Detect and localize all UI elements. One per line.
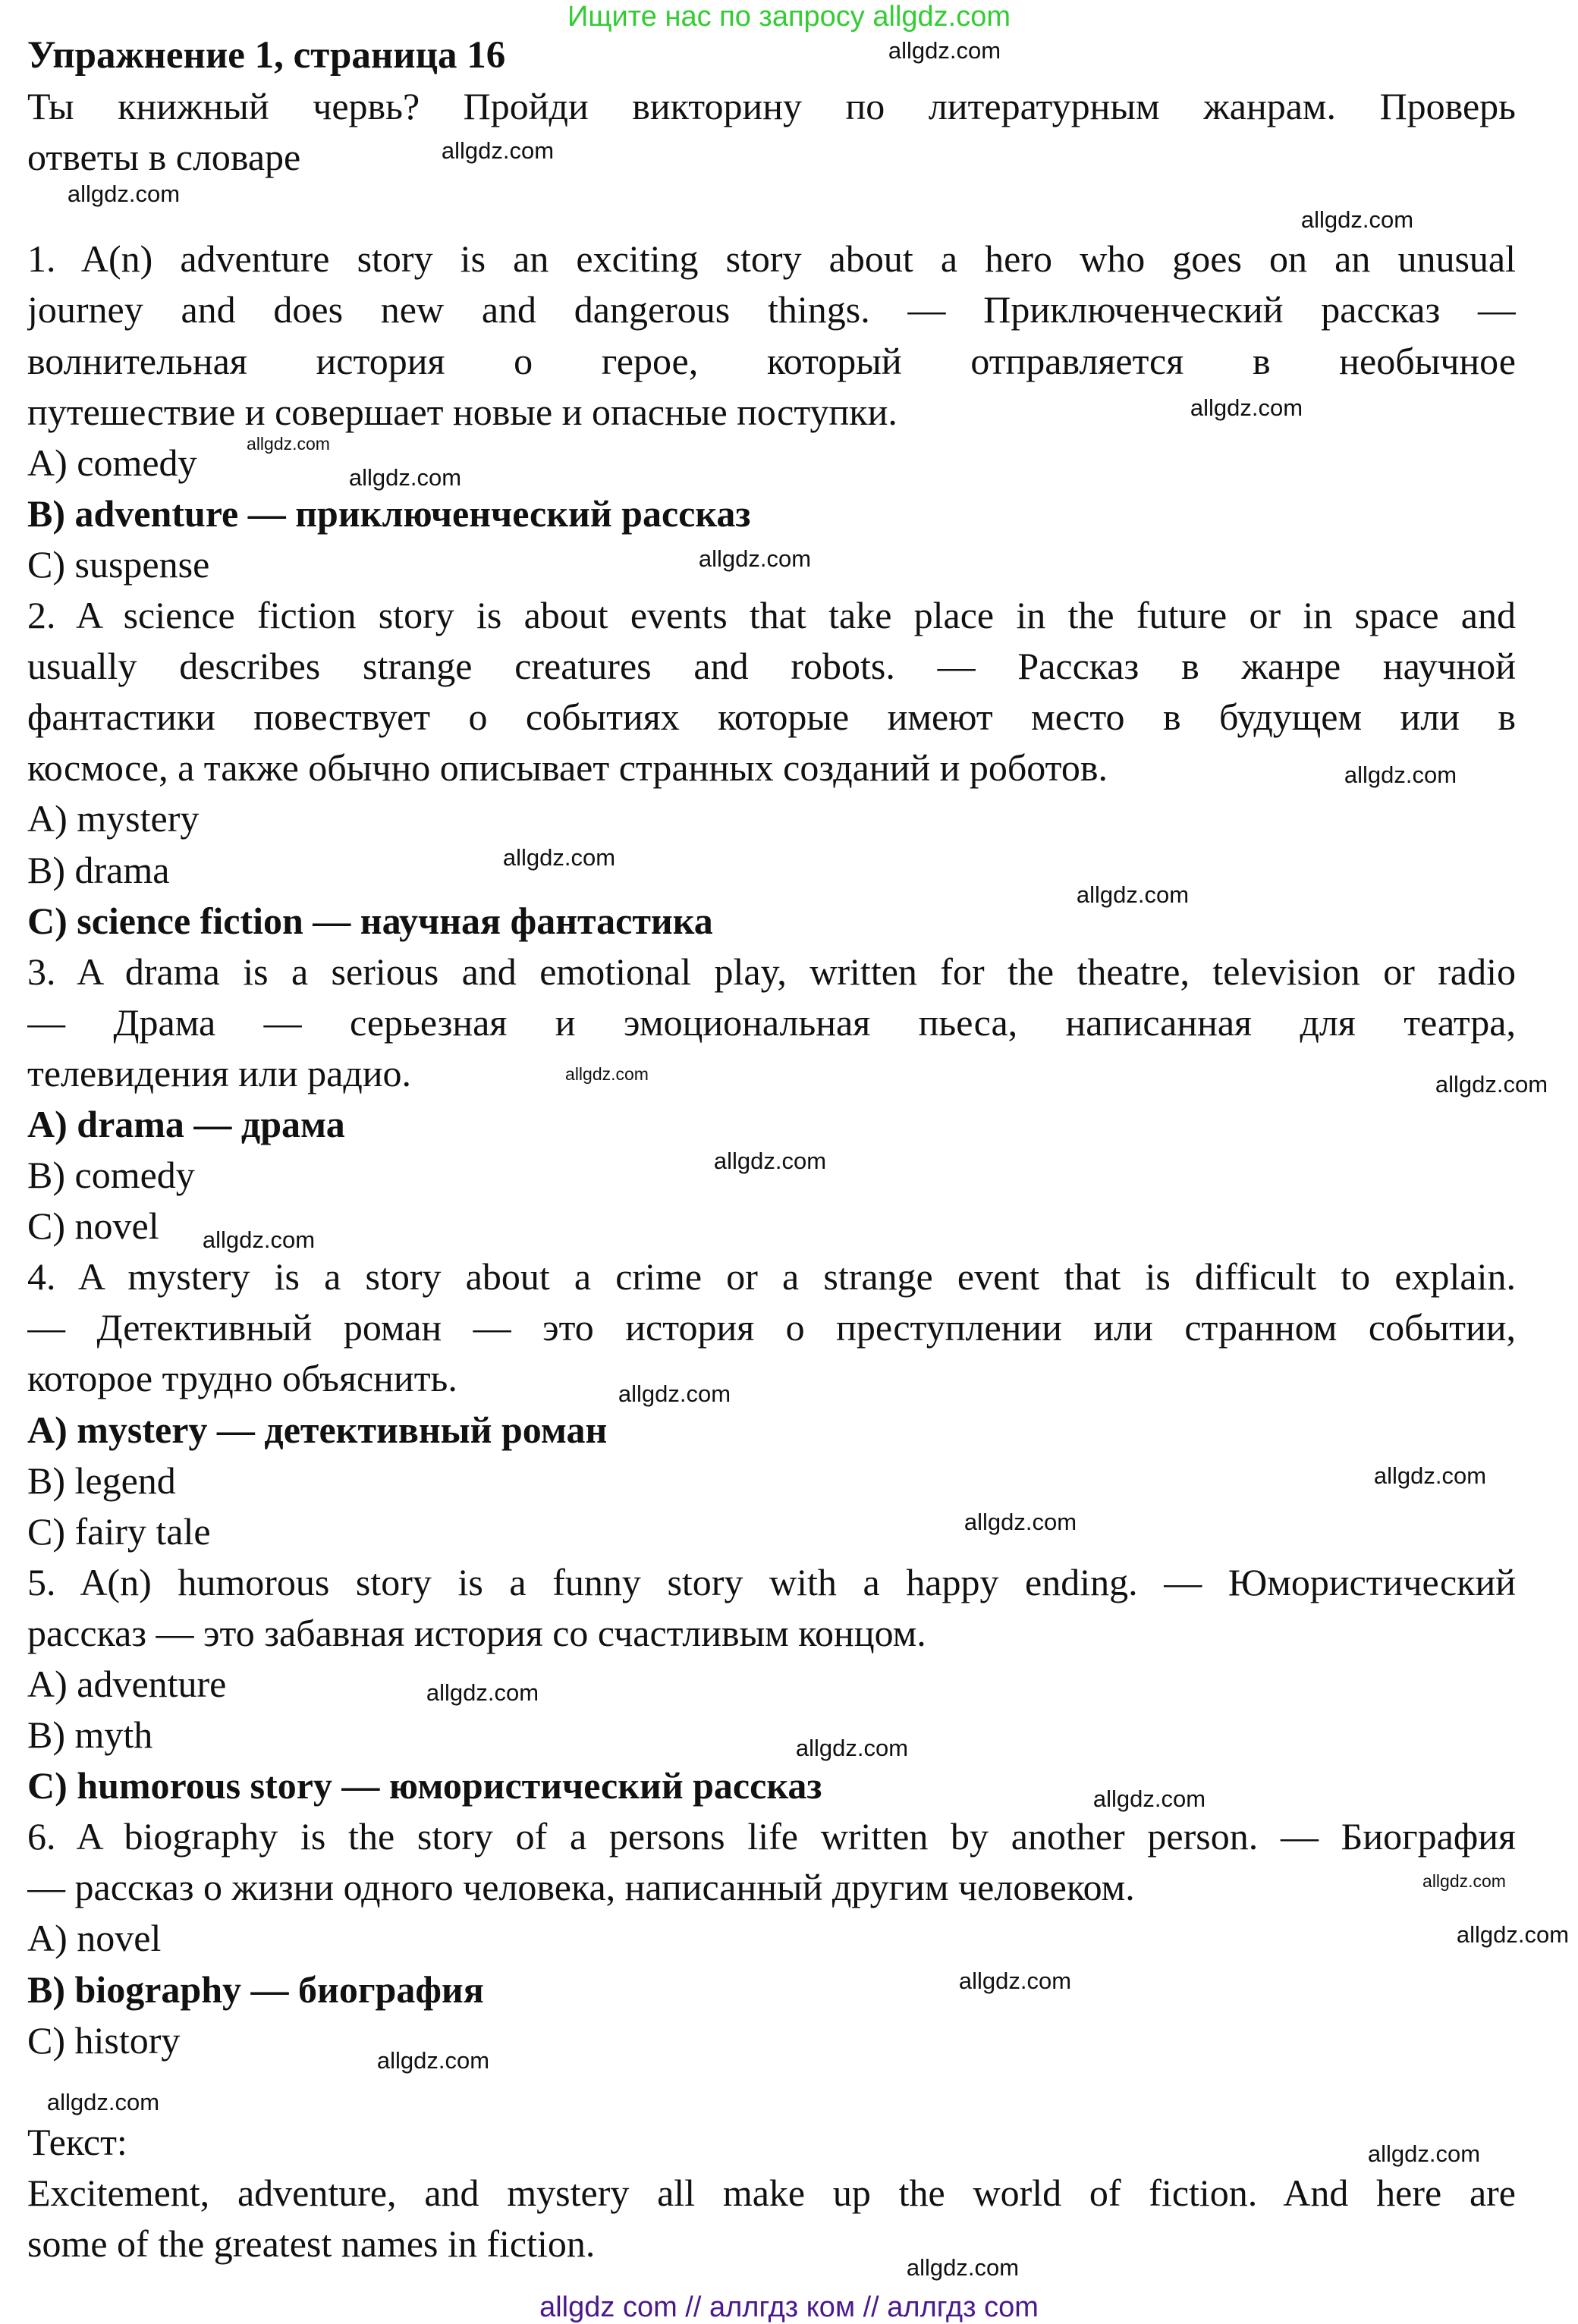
correct-answer	[27, 1964, 1516, 2015]
text-line: 5. A(n) humorous story is a funny story with a happy ending. — Юмористический	[27, 1560, 1516, 1603]
watermark: allgdz.com	[348, 464, 462, 491]
text-line	[27, 2066, 1516, 2117]
text-line: Текст:	[27, 2120, 127, 2163]
correct-answer	[27, 488, 1516, 539]
paragraph	[27, 793, 1516, 844]
correct-answer	[27, 1099, 1516, 1150]
text-line: C) suspense	[27, 542, 210, 586]
watermark: allgdz.com	[1190, 394, 1303, 421]
paragraph	[27, 2168, 1516, 2269]
watermark: allgdz.com	[1456, 1921, 1570, 1948]
paragraph	[27, 1557, 1516, 1659]
text-line: — рассказ о жизни одного человека, написанный другим человеком.	[27, 1866, 1135, 1909]
paragraph	[27, 2015, 1516, 2066]
watermark: allgdz.com	[888, 37, 1001, 64]
correct-answer	[27, 1405, 1516, 1456]
text-line: Ты книжный червь? Пройди викторину по литературным жанрам. Проверь	[27, 85, 1516, 128]
paragraph	[27, 1456, 1516, 1506]
text-line: путешествие и совершает новые и опасные поступки.	[27, 390, 897, 433]
paragraph	[27, 1252, 1516, 1404]
text-line: — Детективный роман — это история о преступлении или странном событии,	[27, 1306, 1516, 1349]
text-line: A) novel	[27, 1917, 162, 1960]
text-line: 2. A science fiction story is about events that take place in the future or in space and	[27, 594, 1516, 637]
watermark: allgdz.com	[376, 2047, 490, 2074]
text-line: ответы в словаре	[27, 136, 301, 179]
text-line: 4. A mystery is a story about a crime or a strange event that is difficult to explain.	[27, 1255, 1516, 1299]
text-line: A) drama — драма	[27, 1102, 345, 1145]
text-line: A) comedy	[27, 441, 197, 484]
watermark: allgdz.com	[1076, 881, 1190, 908]
page-title: Упражнение 1, страница 16	[27, 34, 506, 77]
watermark: allgdz.com	[1367, 2140, 1481, 2167]
watermark: allgdz.com	[795, 1735, 909, 1761]
paragraph	[27, 1811, 1516, 1913]
text-line: B) myth	[27, 1713, 153, 1757]
watermark: allgdz.com	[46, 2089, 160, 2115]
watermark: allgdz.com	[1422, 1871, 1506, 1891]
text-line: B) biography — биография	[27, 1968, 484, 2011]
paragraph	[27, 1506, 1516, 1557]
text-line: 1. A(n) adventure story is an exciting story about a hero who goes on an unusual	[27, 237, 1516, 281]
paragraph	[27, 590, 1516, 793]
footer-links: allgdz com // аллгдз ком // аллгдз com	[539, 2291, 1039, 2323]
text-line: C) history	[27, 2018, 181, 2062]
paragraph	[27, 1710, 1516, 1760]
watermark: allgdz.com	[565, 1064, 649, 1084]
watermark: allgdz.com	[441, 137, 555, 164]
watermark: allgdz.com	[618, 1380, 731, 1407]
text-line: B) drama	[27, 848, 170, 891]
text-line: A) mystery — детективный роман	[27, 1408, 608, 1451]
text-line: Excitement, adventure, and mystery all make up the world of fiction. And here are	[27, 2171, 1516, 2214]
text-line: фантастики повествует о событиях которые имеют место в будущем или в	[27, 696, 1516, 739]
watermark: allgdz.com	[963, 1509, 1077, 1535]
watermark: allgdz.com	[698, 545, 812, 572]
search-banner: Ищите нас по запросу allgdz.com	[567, 1, 1011, 33]
correct-answer	[27, 896, 1516, 947]
watermark: allgdz.com	[202, 1226, 316, 1253]
text-line: A) adventure	[27, 1663, 227, 1705]
text-line: usually describes strange creatures and robots. — Рассказ в жанре научной	[27, 645, 1516, 688]
watermark: allgdz.com	[247, 434, 330, 454]
watermark: allgdz.com	[502, 844, 616, 871]
paragraph	[27, 845, 1516, 896]
paragraph	[27, 1913, 1516, 1964]
text-line	[27, 183, 1516, 234]
watermark: allgdz.com	[1435, 1071, 1548, 1098]
watermark: allgdz.com	[67, 181, 181, 207]
text-line: C) novel	[27, 1204, 159, 1248]
text-line: C) humorous story — юмористический рассказ	[27, 1764, 822, 1807]
paragraph	[27, 947, 1516, 1099]
paragraph	[27, 2066, 1516, 2117]
watermark: allgdz.com	[958, 1968, 1072, 1994]
watermark: allgdz.com	[426, 1679, 539, 1706]
text-line: волнительная история о герое, который отправляется в необычное	[27, 339, 1516, 382]
watermark: allgdz.com	[1344, 762, 1457, 788]
paragraph	[27, 2117, 1516, 2168]
watermark: allgdz.com	[1373, 1462, 1487, 1489]
paragraph	[27, 183, 1516, 234]
text-line: космосе, а также обычно описывает странных созданий и роботов.	[27, 746, 1108, 790]
paragraph	[27, 1659, 1516, 1710]
text-line: рассказ — это забавная история со счастливым концом.	[27, 1611, 926, 1654]
watermark: allgdz.com	[906, 2254, 1020, 2281]
text-line: телевидения или радио.	[27, 1051, 412, 1094]
watermark: allgdz.com	[1300, 206, 1414, 233]
text-line: 6. A biography is the story of a persons life written by another person. — Биография	[27, 1815, 1516, 1858]
text-line: A) mystery	[27, 797, 200, 840]
watermark: allgdz.com	[1092, 1785, 1206, 1812]
watermark: allgdz.com	[713, 1148, 827, 1174]
text-line: C) fairy tale	[27, 1509, 211, 1553]
paragraph	[27, 81, 1516, 183]
text-line: C) science fiction — научная фантастика	[27, 899, 713, 942]
text-line: B) adventure — приключенческий рассказ	[27, 491, 751, 535]
text-line: journey and does new and dangerous things. — Приключенческий рассказ —	[27, 288, 1516, 331]
text-line: 3. A drama is a serious and emotional play, written for the theatre, television or radio	[27, 950, 1516, 993]
text-line: которое трудно объяснить.	[27, 1357, 457, 1400]
text-line: B) comedy	[27, 1154, 195, 1197]
text-line: B) legend	[27, 1459, 176, 1502]
text-line: some of the greatest names in fiction.	[27, 2222, 596, 2266]
correct-answer	[27, 1760, 1516, 1811]
text-line: — Драма — серьезная и эмоциональная пьеса, написанная для театра,	[27, 1000, 1516, 1044]
